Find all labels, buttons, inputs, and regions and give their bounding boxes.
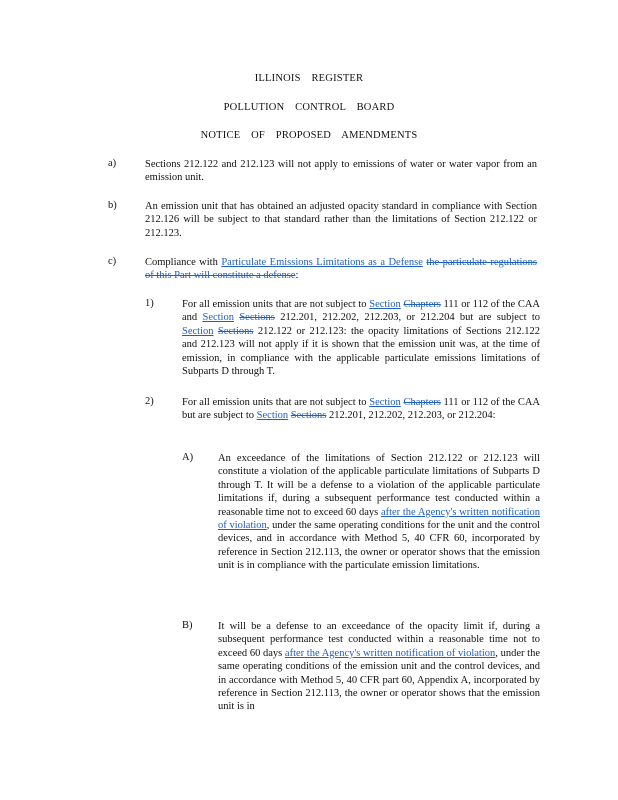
subsection-2-part2: 111 or 112 of the CAA but are subject to bbox=[182, 397, 541, 422]
inserted-notification-a: after the Agency's written notification of violation bbox=[218, 506, 540, 532]
notice-title: NOTICE OF PROPOSED AMENDMENTS bbox=[200, 130, 418, 141]
inserted-section-1: Section bbox=[369, 299, 401, 310]
section-c-text bbox=[145, 256, 537, 283]
section-c-colon: : bbox=[295, 270, 299, 282]
item-b-part2: , under the same operating conditions of the emission unit and the control devices, and in accordance with Method 5, 40 CFR part 60, Appendix A, incorporated by reference in Section 212.113, the owner or operator shows that the emission unit is in bbox=[218, 647, 540, 713]
subsection-2-text bbox=[182, 396, 540, 423]
subsection-1-part3: 212.201, 212.202, 212.203, or 212.204 but are subject to bbox=[274, 312, 541, 324]
deleted-sections-5: Sections bbox=[290, 410, 327, 422]
section-a-text: Sections 212.122 and 212.123 will not apply to emissions of water or water vapor from an emission unit. bbox=[145, 159, 537, 184]
inserted-heading: Particulate Emissions Limitations as a Defense bbox=[221, 257, 423, 268]
deleted-sections-3: Sections bbox=[217, 325, 254, 337]
item-b-part1: It will be a defense to an exceedance of the opacity limit if, during a subsequent performance test conducted within a reasonable time not to exceed 60 days bbox=[218, 621, 540, 659]
item-a-marker: A) bbox=[182, 452, 194, 463]
item-a-part1: An exceedance of the limitations of Section 212.122 or 212.123 will constitute a violation of the applicable particulate limitations of Subparts D through T. It will be a defense to a violation of the applicable particulate limitations if, during a subsequent performance test conducted within a reasonable time not to exceed 60 days bbox=[218, 453, 540, 518]
subsection-1-part1: For all emission units that are not subject to bbox=[182, 299, 370, 310]
inserted-section-5: Section bbox=[256, 410, 289, 422]
item-a-part2: , under the same operating conditions for the unit and the control devices, and in accordance with Method 5, 40 CFR 60, incorporated by reference in Section 212.113, the owner or operator shows that the emission unit is in compliance with the particulate emission limitations. bbox=[218, 520, 540, 572]
inserted-notification-b: after the Agency's written notification of violation bbox=[284, 647, 496, 659]
subsection-1-part2: 111 or 112 of the CAA and bbox=[182, 299, 541, 324]
section-b-marker: b) bbox=[108, 200, 117, 211]
deleted-phrase: the particulate regulations of this Part will constitute a defense bbox=[145, 257, 538, 282]
register-title: ILLINOIS REGISTER bbox=[254, 73, 364, 84]
subsection-2-part1: For all emission units that are not subject to bbox=[182, 397, 370, 408]
deleted-chapters-4: Chapters bbox=[403, 397, 441, 408]
deleted-chapters-1: Chapters bbox=[403, 299, 441, 310]
item-b-marker: B) bbox=[182, 620, 193, 631]
subsection-1-text bbox=[182, 298, 540, 378]
inserted-section-4: Section bbox=[369, 397, 401, 408]
inserted-section-2: Section bbox=[202, 312, 234, 324]
section-c-marker: c) bbox=[108, 256, 117, 267]
inserted-section-3: Section bbox=[182, 325, 214, 337]
item-a-text bbox=[218, 452, 540, 573]
subsection-2-part3: 212.201, 212.202, 212.203, or 212.204: bbox=[326, 410, 496, 422]
item-b-text bbox=[218, 620, 540, 714]
deleted-sections-2: Sections bbox=[239, 312, 275, 324]
section-c-lead: Compliance with bbox=[145, 257, 222, 268]
section-a-marker: a) bbox=[108, 158, 117, 169]
subsection-2-marker: 2) bbox=[145, 396, 154, 407]
section-b-text: An emission unit that has obtained an adjusted opacity standard in compliance with Section 212.126 will be subject to that standard rather than the limitations of Section 212.122 or 212.123. bbox=[145, 201, 537, 239]
subsection-1-marker: 1) bbox=[145, 298, 154, 309]
subsection-1-part4: 212.122 or 212.123: the opacity limitations of Sections 212.122 and 212.123 will not apply if it is shown that the emission unit was, at the time of emission, in compliance with the applicable particulate emissions limitations of Subparts D through T. bbox=[182, 325, 540, 378]
board-title: POLLUTION CONTROL BOARD bbox=[223, 102, 395, 113]
